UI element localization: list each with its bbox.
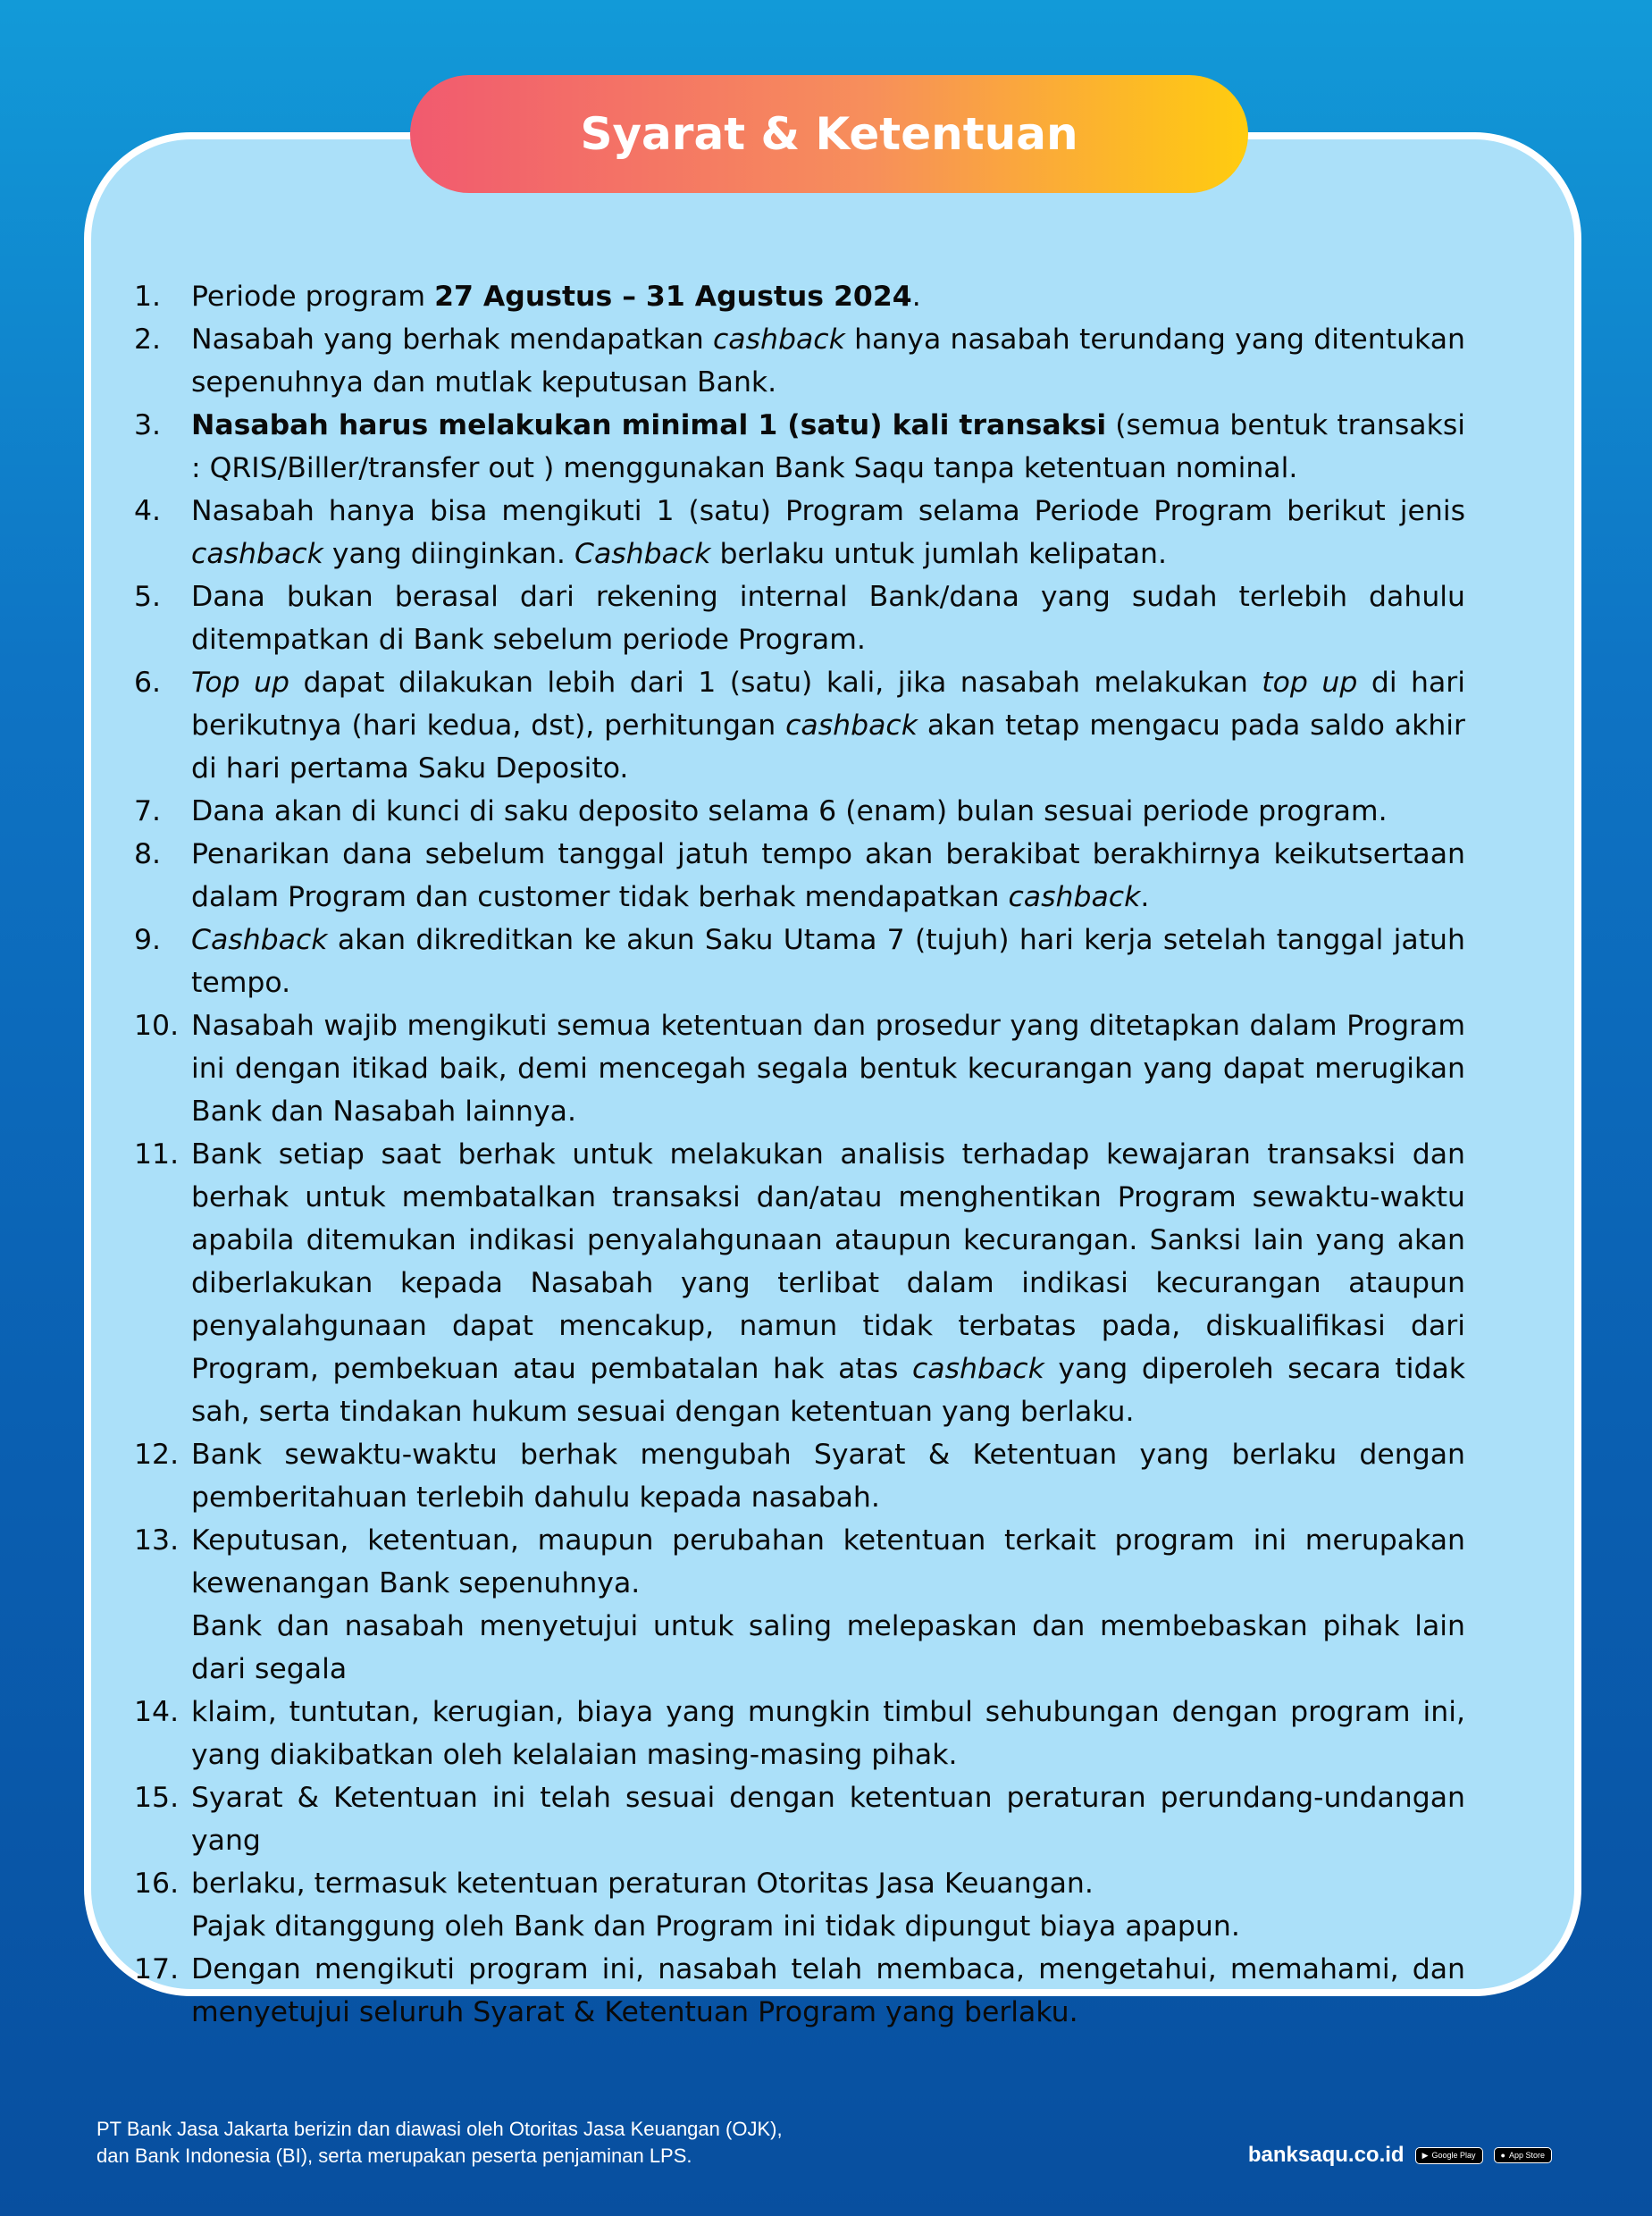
term-number: 5. bbox=[134, 581, 162, 613]
term-text-segment: . bbox=[1140, 881, 1150, 913]
term-text-segment: Syarat & Ketentuan ini telah sesuai dengan ketentuan peraturan perundang-undangan yang bbox=[191, 1782, 1465, 1857]
term-text-segment: Bank setiap saat berhak untuk melakukan analisis terhadap kewajaran transaksi dan berhak untuk membatalkan transaksi dan/atau menghentikan Program sewaktu-waktu apabila ditemukan indikasi penyalahgunaan ataupun kecurangan. Sanksi lain yang akan diberlakukan kepada Nasabah yang terlibat dalam indikasi kecurangan ataupun penyalahgunaan dapat mencakup, namun tidak terbatas pada, diskualifikasi dari Program, pembekuan atau pembatalan hak atas bbox=[191, 1138, 1465, 1385]
term-number: 13. bbox=[134, 1524, 180, 1557]
term-item bbox=[134, 575, 1465, 661]
term-text bbox=[191, 318, 1465, 404]
footer-disclaimer bbox=[96, 2116, 783, 2170]
term-text-segment: berlaku, termasuk ketentuan peraturan Otoritas Jasa Keuangan. bbox=[191, 1868, 1094, 1900]
term-number: 12. bbox=[134, 1439, 180, 1471]
term-number: 8. bbox=[134, 838, 162, 870]
term-text-segment: Nasabah harus melakukan minimal 1 (satu) kali transaksi bbox=[191, 409, 1107, 441]
term-item bbox=[134, 1691, 1465, 1776]
term-text-segment: Penarikan dana sebelum tanggal jatuh tempo akan berakibat berakhirnya keikutsertaan dalam Program dan customer tidak berhak mendapatkan bbox=[191, 838, 1465, 913]
term-item bbox=[134, 275, 1465, 318]
term-item bbox=[134, 790, 1465, 833]
term-text bbox=[191, 1691, 1465, 1776]
term-text bbox=[191, 1905, 1465, 1948]
term-text-segment: Dana akan di kunci di saku deposito selama 6 (enam) bulan sesuai periode program. bbox=[191, 795, 1388, 827]
term-text-segment: akan tetap mengacu pada saldo akhir di hari pertama Saku Deposito. bbox=[191, 709, 1466, 785]
term-text-segment: top up bbox=[1262, 667, 1358, 699]
term-text-segment: Dengan mengikuti program ini, nasabah telah membaca, mengetahui, memahami, dan menyetujui seluruh Syarat & Ketentuan Program yang berlaku. bbox=[191, 1953, 1465, 2028]
footer-links bbox=[1248, 2143, 1552, 2168]
app-store-label: App Store bbox=[1508, 2151, 1545, 2160]
term-text-segment: di hari berikutnya (hari kedua, dst), perhitungan bbox=[191, 667, 1466, 742]
term-text-segment: yang diinginkan. bbox=[323, 538, 574, 570]
term-text bbox=[191, 1776, 1465, 1862]
term-text bbox=[191, 1004, 1465, 1133]
term-text-segment: Dana bukan berasal dari rekening internal Bank/dana yang sudah terlebih dahulu ditempatkan di Bank sebelum periode Program. bbox=[191, 581, 1465, 656]
term-text-segment: Keputusan, ketentuan, maupun perubahan ketentuan terkait program ini merupakan kewenangan Bank sepenuhnya. bbox=[191, 1524, 1465, 1599]
term-text bbox=[191, 404, 1465, 490]
term-item bbox=[134, 1905, 1465, 1948]
term-text-segment: Cashback bbox=[191, 924, 328, 956]
app-store-badge[interactable] bbox=[1494, 2147, 1552, 2163]
term-item bbox=[134, 1605, 1465, 1691]
term-number: 15. bbox=[134, 1782, 180, 1814]
term-item bbox=[134, 919, 1465, 1004]
google-play-badge[interactable] bbox=[1415, 2147, 1483, 2164]
term-item bbox=[134, 318, 1465, 404]
term-text-segment: akan dikreditkan ke akun Saku Utama 7 (tujuh) hari kerja setelah tanggal jatuh tempo. bbox=[191, 924, 1465, 999]
term-text-segment: Nasabah wajib mengikuti semua ketentuan dan prosedur yang ditetapkan dalam Program ini dengan itikad baik, demi mencegah segala bentuk kecurangan yang dapat merugikan Bank dan Nasabah lainnya. bbox=[191, 1010, 1465, 1128]
term-item bbox=[134, 833, 1465, 919]
term-text bbox=[191, 790, 1465, 833]
term-number: 11. bbox=[134, 1138, 180, 1171]
disclaimer-line-2: dan Bank Indonesia (BI), serta merupakan peserta penjaminan LPS. bbox=[96, 2145, 692, 2167]
term-text-segment: cashback bbox=[785, 709, 918, 742]
term-text bbox=[191, 833, 1465, 919]
term-item bbox=[134, 1133, 1465, 1433]
term-number: 3. bbox=[134, 409, 162, 441]
term-text-segment: hanya nasabah terundang yang ditentukan sepenuhnya dan mutlak keputusan Bank. bbox=[191, 323, 1465, 399]
term-item bbox=[134, 1948, 1465, 2034]
term-text-segment: Nasabah yang berhak mendapatkan bbox=[191, 323, 713, 356]
term-text bbox=[191, 1605, 1465, 1691]
term-item bbox=[134, 1433, 1465, 1519]
term-text-segment: klaim, tuntutan, kerugian, biaya yang mungkin timbul sehubungan dengan program ini, yang diakibatkan oleh kelalaian masing-masing pihak. bbox=[191, 1696, 1465, 1771]
term-number: 4. bbox=[134, 495, 162, 527]
term-item bbox=[134, 1776, 1465, 1862]
play-icon: ▶ bbox=[1421, 2150, 1429, 2160]
term-text bbox=[191, 1433, 1465, 1519]
disclaimer-line-1: PT Bank Jasa Jakarta berizin dan diawasi oleh Otoritas Jasa Keuangan (OJK), bbox=[96, 2118, 783, 2140]
term-text-segment: 27 Agustus – 31 Agustus 2024 bbox=[434, 281, 912, 313]
term-text-segment: Bank sewaktu-waktu berhak mengubah Syarat & Ketentuan yang berlaku dengan pemberitahuan terlebih dahulu kepada nasabah. bbox=[191, 1439, 1465, 1514]
term-number bbox=[134, 1605, 191, 1691]
website-link[interactable]: banksaqu.co.id bbox=[1247, 2143, 1405, 2167]
page-title: Syarat & Ketentuan bbox=[410, 75, 1248, 193]
term-text bbox=[191, 919, 1465, 1004]
term-text-segment: Pajak ditanggung oleh Bank dan Program ini tidak dipungut biaya apapun. bbox=[191, 1910, 1240, 1943]
term-number: 1. bbox=[134, 281, 162, 313]
term-text bbox=[191, 275, 1465, 318]
term-text-segment: cashback bbox=[191, 538, 323, 570]
term-number: 9. bbox=[134, 924, 162, 956]
term-text-segment: cashback bbox=[911, 1353, 1044, 1385]
term-text-segment: Cashback bbox=[574, 538, 711, 570]
term-item bbox=[134, 1004, 1465, 1133]
term-item bbox=[134, 661, 1465, 790]
term-number: 2. bbox=[134, 323, 162, 356]
term-number: 6. bbox=[134, 667, 162, 699]
apple-icon: ● bbox=[1500, 2151, 1505, 2160]
term-text-segment: (semua bentuk transaksi : QRIS/Biller/transfer out ) menggunakan Bank Saqu tanpa ketentuan nominal. bbox=[191, 409, 1466, 484]
term-item bbox=[134, 1519, 1465, 1605]
term-text-segment: yang diperoleh secara tidak sah, serta tindakan hukum sesuai dengan ketentuan yang berlaku. bbox=[191, 1353, 1466, 1428]
term-text bbox=[191, 1133, 1465, 1433]
term-text-segment: . bbox=[911, 281, 921, 313]
term-number bbox=[134, 1905, 191, 1948]
terms-list bbox=[134, 275, 1465, 2034]
term-text bbox=[191, 575, 1465, 661]
term-number: 17. bbox=[134, 1953, 180, 1985]
term-text-segment: Bank dan nasabah menyetujui untuk saling melepaskan dan membebaskan pihak lain dari segala bbox=[191, 1610, 1465, 1685]
term-text bbox=[191, 661, 1465, 790]
term-text-segment: Top up bbox=[191, 667, 290, 699]
term-text-segment: cashback bbox=[712, 323, 845, 356]
term-text bbox=[191, 1948, 1465, 2034]
term-text-segment: berlaku untuk jumlah kelipatan. bbox=[710, 538, 1168, 570]
term-number: 10. bbox=[134, 1010, 180, 1042]
term-text bbox=[191, 1519, 1465, 1605]
term-text-segment: cashback bbox=[1008, 881, 1141, 913]
term-text bbox=[191, 490, 1465, 575]
term-text-segment: Nasabah hanya bisa mengikuti 1 (satu) Program selama Periode Program berikut jenis bbox=[191, 495, 1465, 527]
google-play-label: Google Play bbox=[1431, 2151, 1476, 2160]
term-text-segment: dapat dilakukan lebih dari 1 (satu) kali, jika nasabah melakukan bbox=[289, 667, 1262, 699]
term-number: 14. bbox=[134, 1696, 180, 1728]
term-item bbox=[134, 1862, 1465, 1905]
term-item bbox=[134, 404, 1465, 490]
term-item bbox=[134, 490, 1465, 575]
term-text-segment: Periode program bbox=[191, 281, 435, 313]
term-number: 7. bbox=[134, 795, 162, 827]
term-number: 16. bbox=[134, 1868, 180, 1900]
term-text bbox=[191, 1862, 1465, 1905]
